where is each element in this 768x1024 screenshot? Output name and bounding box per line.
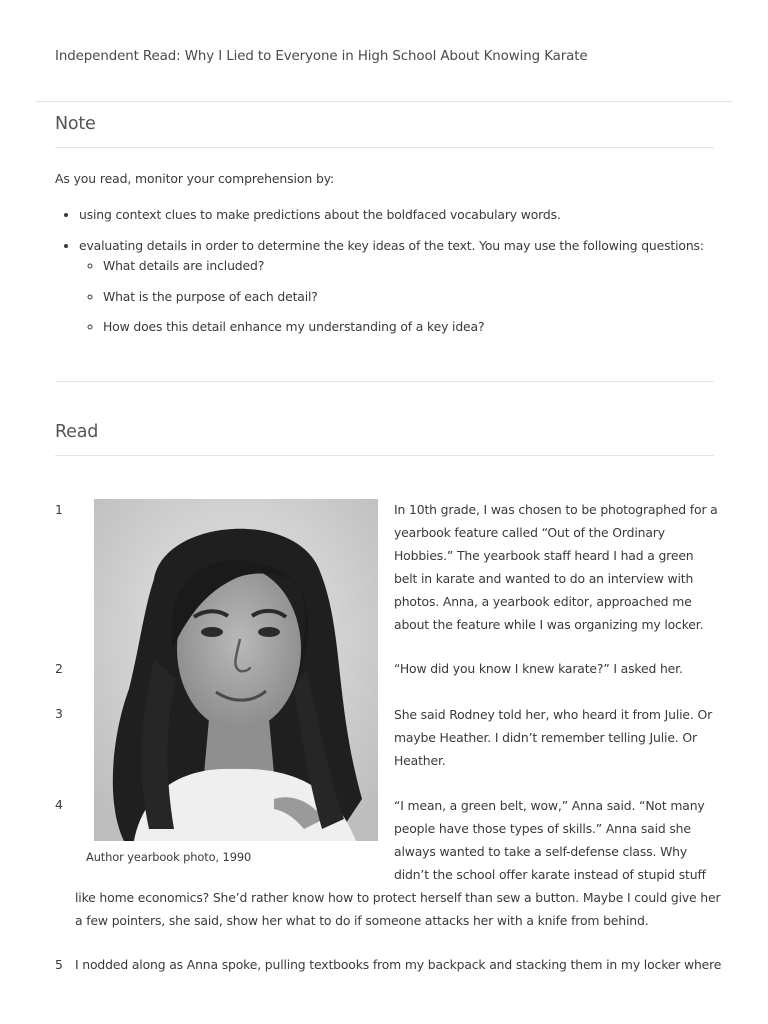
text-line: Heather. (394, 753, 446, 768)
read-heading-divider (55, 455, 714, 456)
text-line: “How did you know I knew karate?” I asked her. (394, 661, 683, 676)
note-bullet: • evaluating details in order to determine the key ideas of the text. You may use the following questions: ◦ What details are included? ◦ What is the purpose of each detail? ◦ How does this detail enhance my understanding of a key idea? (79, 236, 759, 337)
text-line: like home economics? She’d rather know how to protect herself than sew a button. Maybe I could give her (75, 890, 721, 905)
text-line: always wanted to take a self-defense class. Why (394, 844, 688, 859)
paragraph-5 (75, 953, 722, 976)
text-line: belt in karate and wanted to do an interview with (394, 571, 694, 586)
paragraph-1 (394, 498, 718, 636)
note-bullet: • using context clues to make predictions about the boldfaced vocabulary words. (79, 205, 759, 225)
note-bullet-list (55, 205, 759, 348)
note-sub-bullet: ◦ What is the purpose of each detail? (103, 287, 759, 307)
paragraph-number: 5 (55, 957, 63, 972)
note-sub-bullet-list (79, 256, 759, 337)
text-line: people have those types of skills.” Anna said she (394, 821, 691, 836)
paragraph-4-continued (75, 886, 721, 932)
paragraph-number: 4 (55, 797, 63, 812)
note-section-divider (55, 381, 714, 382)
header-divider (35, 101, 733, 102)
note-intro: As you read, monitor your comprehension by: (55, 171, 335, 186)
text-line: about the feature while I was organizing my locker. (394, 617, 704, 632)
paragraph-3 (394, 703, 712, 772)
text-line: I nodded along as Anna spoke, pulling textbooks from my backpack and stacking them in my locker where (75, 957, 722, 972)
document-title: Independent Read: Why I Lied to Everyone in High School About Knowing Karate (55, 49, 588, 64)
text-line: a few pointers, she said, show her what to do if someone attacks her with a knife from behind. (75, 913, 649, 928)
note-sub-bullet: ◦ How does this detail enhance my understanding of a key idea? (103, 317, 759, 337)
note-heading: Note (55, 114, 96, 134)
paragraph-number: 2 (55, 661, 63, 676)
text-line: “I mean, a green belt, wow,” Anna said. “Not many (394, 798, 705, 813)
text-line: yearbook feature called “Out of the Ordinary (394, 525, 665, 540)
note-sub-bullet: ◦ What details are included? (103, 256, 759, 276)
paragraph-2 (394, 657, 712, 680)
read-heading: Read (55, 422, 99, 442)
text-line: She said Rodney told her, who heard it from Julie. Or (394, 707, 713, 722)
paragraph-number: 1 (55, 502, 63, 517)
photo-caption: Author yearbook photo, 1990 (86, 850, 252, 864)
author-yearbook-photo (94, 499, 378, 841)
text-line: maybe Heather. I didn’t remember telling Julie. Or (394, 730, 697, 745)
paragraph-number: 3 (55, 706, 63, 721)
text-line: photos. Anna, a yearbook editor, approached me (394, 594, 692, 609)
paragraph-4 (394, 794, 712, 886)
text-line: Hobbies.” The yearbook staff heard I had a green (394, 548, 694, 563)
note-heading-divider (55, 147, 714, 148)
text-line: didn’t the school offer karate instead of stupid stuff (394, 867, 706, 882)
text-line: In 10th grade, I was chosen to be photographed for a (394, 502, 718, 517)
